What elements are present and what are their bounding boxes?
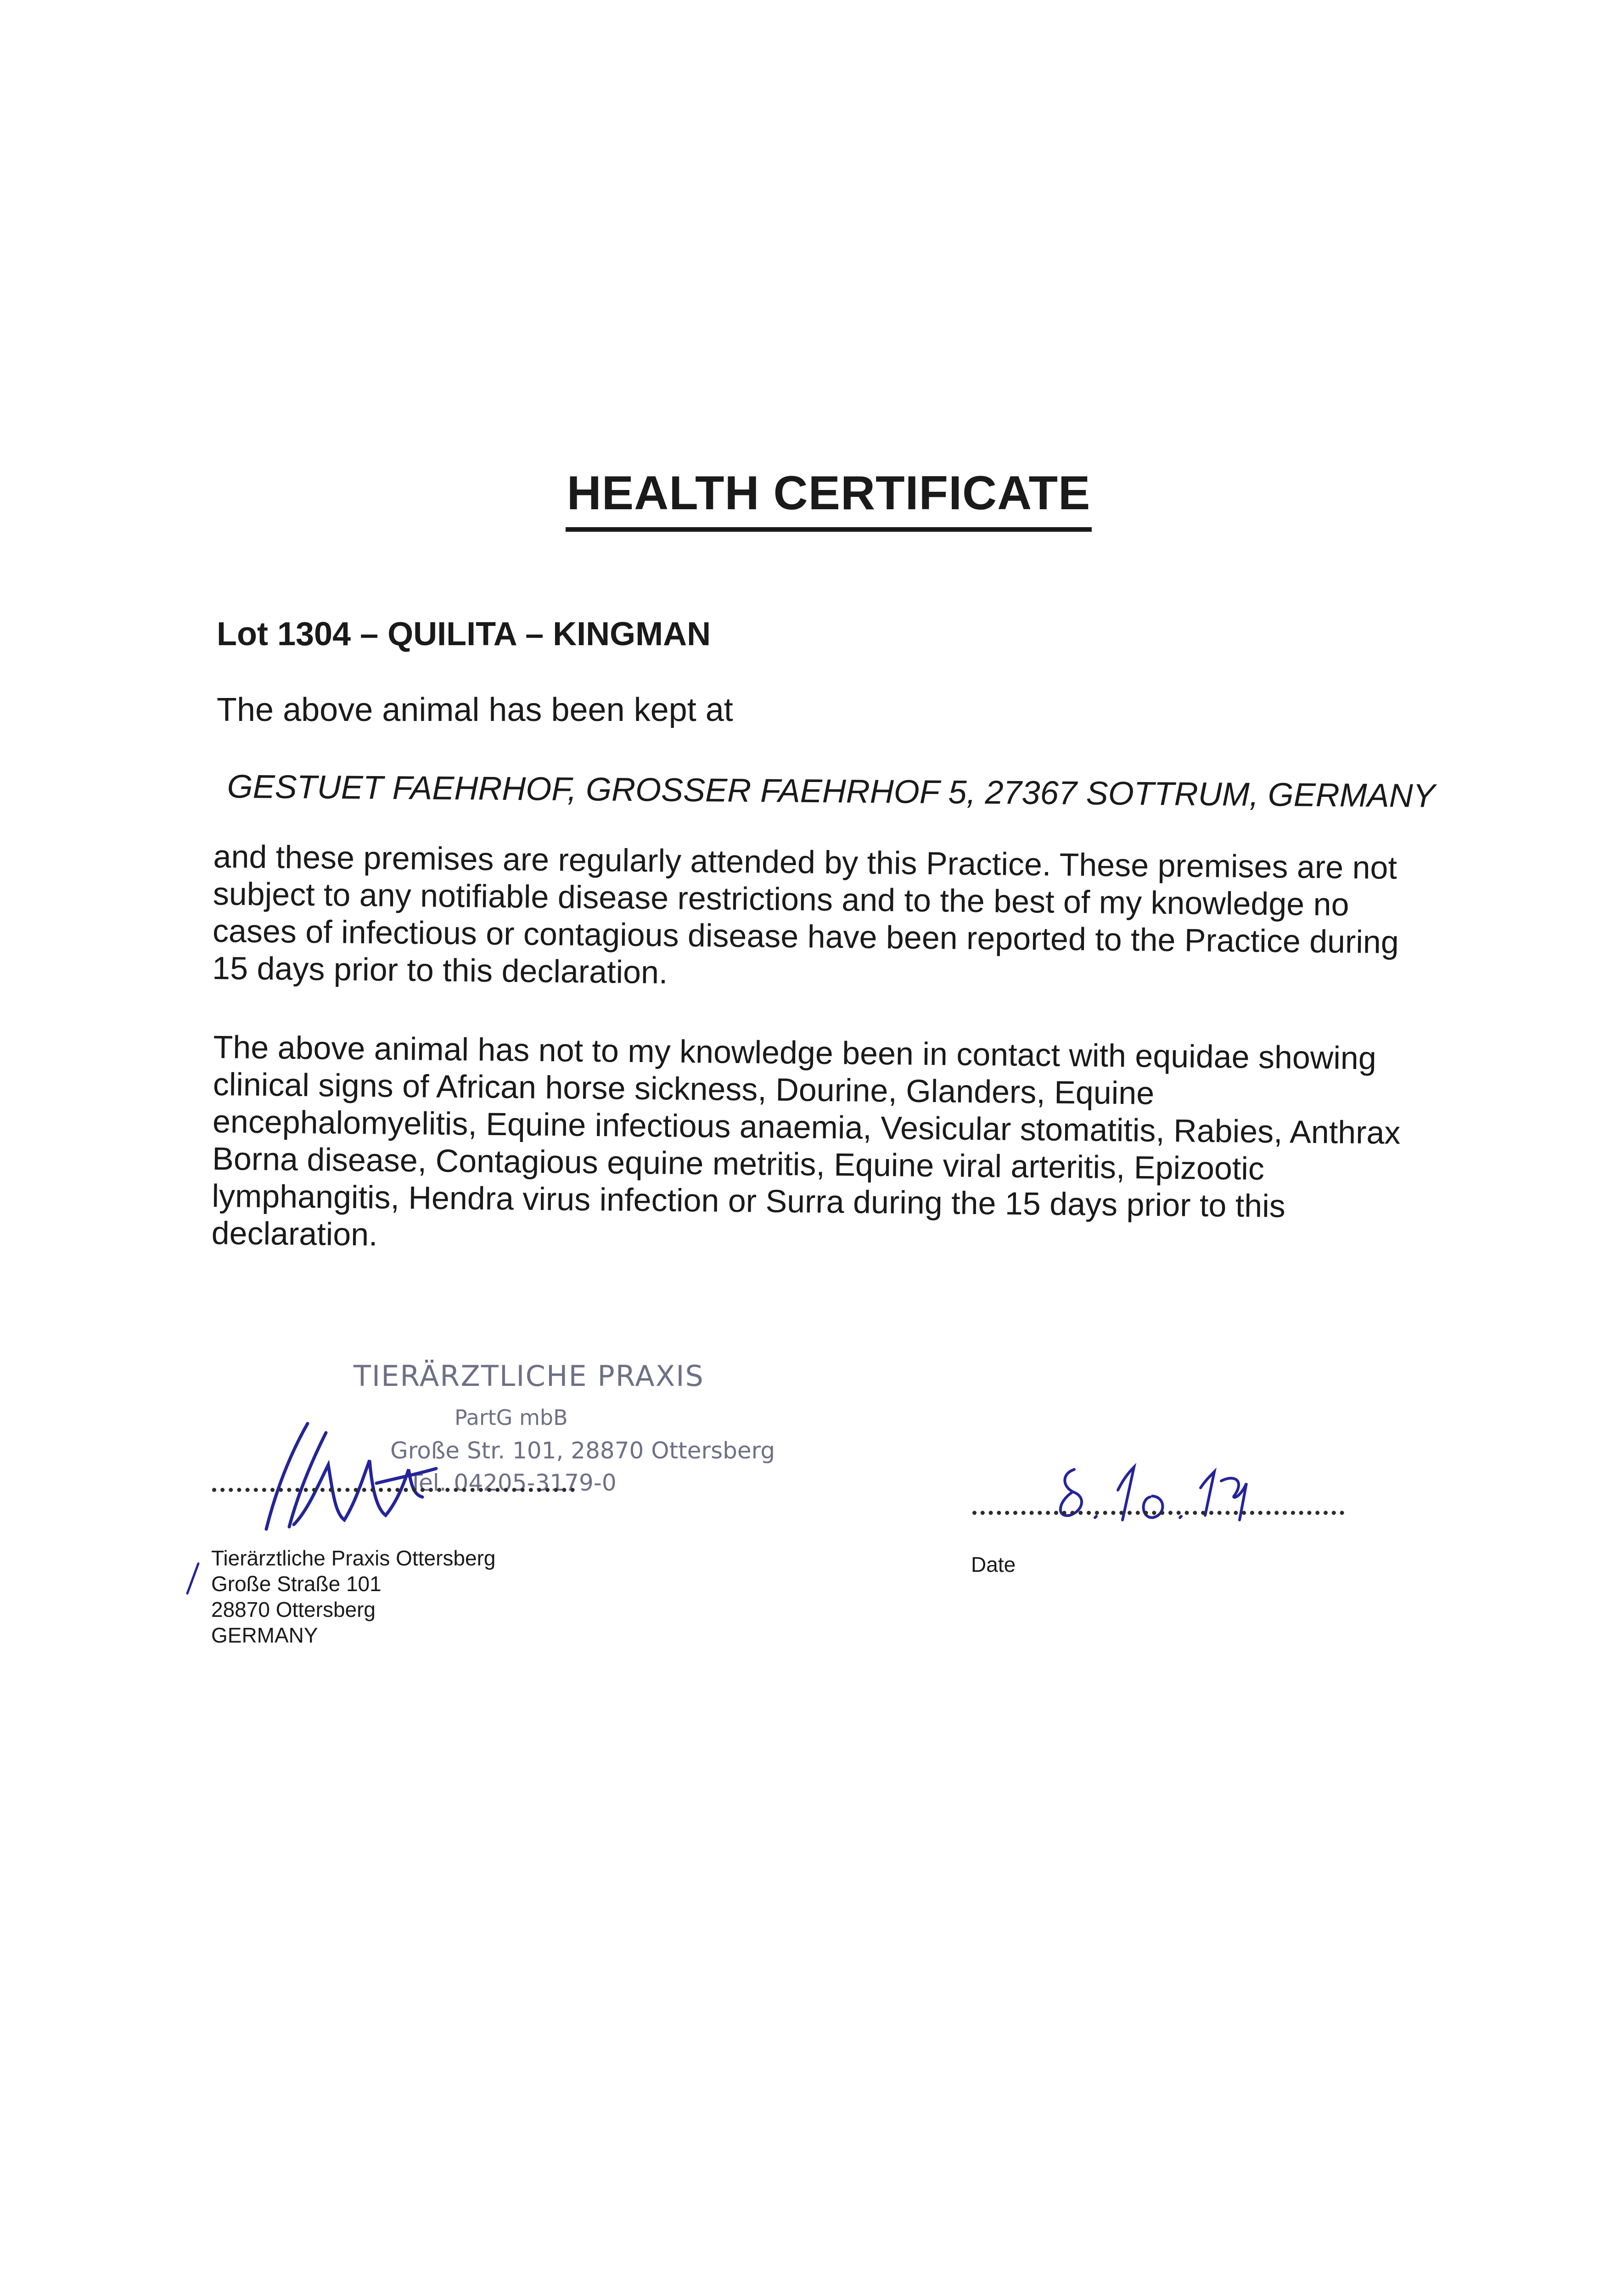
premises-address: GESTUET FAEHRHOF, GROSSER FAEHRHOF 5, 27367 SOTTRUM, GERMANY: [227, 768, 1436, 815]
address-line: Große Straße 101: [211, 1572, 382, 1596]
address-line: GERMANY: [211, 1623, 318, 1647]
practice-address: [211, 1545, 495, 1648]
title-underline: [566, 527, 1092, 532]
paragraph-line: The above animal has not to my knowledge been in contact with equidae showing: [213, 1029, 1377, 1076]
paragraph-line: declaration.: [211, 1215, 378, 1253]
paragraph-premises: [212, 838, 1453, 999]
paragraph-line: lymphangitis, Hendra virus infection or Surra during the 15 days prior to this: [212, 1177, 1286, 1224]
date-line: [972, 1511, 1344, 1515]
date-label: Date: [971, 1553, 1016, 1576]
paragraph-line: and these premises are regularly attended by this Practice. These premises are not: [213, 838, 1398, 886]
stamp-line: PartG mbB: [455, 1405, 568, 1430]
tick-mark: [184, 1561, 202, 1598]
kept-line: The above animal has been kept at: [217, 692, 733, 728]
paragraph-line: Borna disease, Contagious equine metritis, Equine viral arteritis, Epizootic: [212, 1140, 1265, 1187]
stamp-line: Große Str. 101, 28870 Ottersberg: [390, 1437, 775, 1464]
page-title: HEALTH CERTIFICATE: [567, 467, 1091, 520]
paragraph-line: encephalomyelitis, Equine infectious anaemia, Vesicular stomatitis, Rabies, Anthrax: [212, 1103, 1401, 1151]
paragraph-line: subject to any notifiable disease restrictions and to the best of my knowledge no: [213, 875, 1349, 923]
stamp-line: Tel. 04205-3179-0: [409, 1469, 617, 1496]
lot-line: Lot 1304 – QUILITA – KINGMAN: [217, 616, 711, 653]
paragraph-line: cases of infectious or contagious disease have been reported to the Practice during: [212, 912, 1399, 960]
signature-line: [212, 1488, 575, 1492]
stamp-line: TIERÄRZTLICHE PRAXIS: [354, 1359, 704, 1393]
paragraph-line: clinical signs of African horse sickness, Dourine, Glanders, Equine: [213, 1066, 1155, 1111]
signature: [239, 1414, 441, 1534]
paragraph-contact: [211, 1029, 1453, 1264]
address-line: 28870 Ottersberg: [211, 1598, 376, 1621]
paragraph-line: 15 days prior to this declaration.: [212, 950, 668, 990]
address-line: Tierärztliche Praxis Ottersberg: [211, 1546, 496, 1570]
